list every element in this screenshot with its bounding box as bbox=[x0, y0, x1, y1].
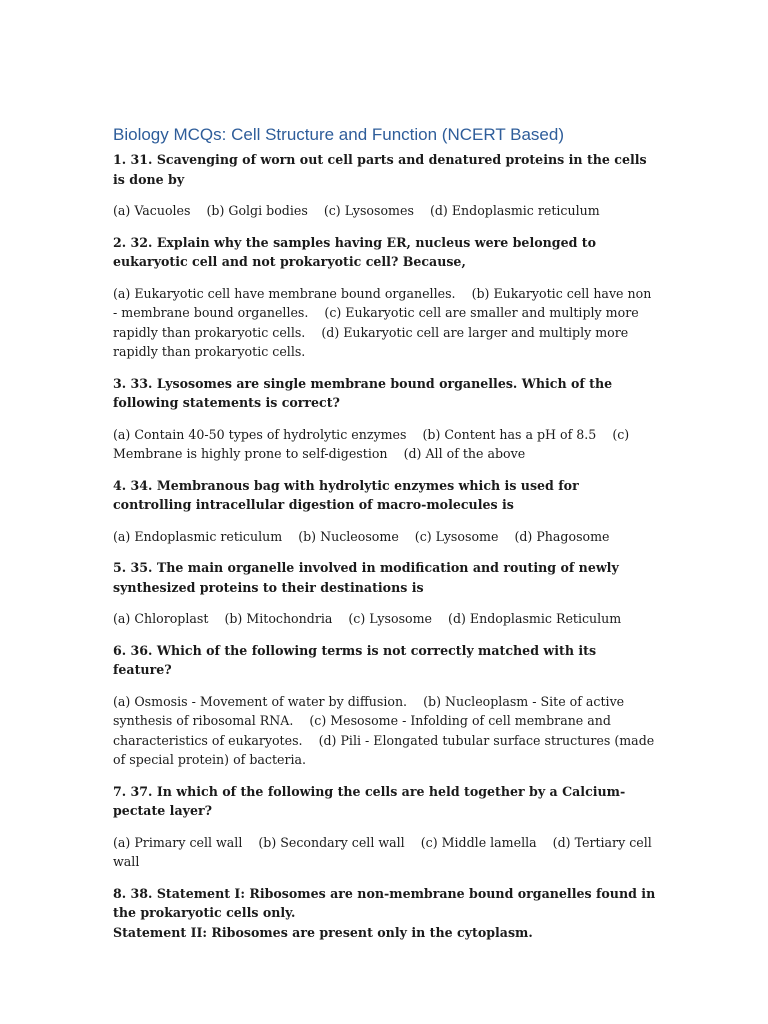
option-4d: (d) Phagosome bbox=[514, 528, 610, 544]
question-3: 3. 33. Lysosomes are single membrane bound organelles. Which of the following statements is correct? bbox=[113, 375, 613, 410]
option-7b: (b) Secondary cell wall bbox=[258, 834, 405, 850]
question-2: 2. 32. Explain why the samples having ER, nucleus were belonged to eukaryotic cell and not prokaryotic cell? Because, bbox=[113, 234, 597, 269]
option-6b: (b) Nucleoplasm - Site of active synthesis of ribosomal RNA. bbox=[113, 693, 629, 728]
question-8-statement-2: Statement II: Ribosomes are present only in the cytoplasm. bbox=[113, 924, 533, 940]
option-3d: (d) All of the above bbox=[403, 446, 526, 461]
question-7: 7. 37. In which of the following the cells are held together by a Calcium-pectate layer? bbox=[113, 783, 626, 818]
option-5b: (b) Mitochondria bbox=[224, 611, 333, 626]
question-1: 1. 31. Scavenging of worn out cell parts and denatured proteins in the cells is done by bbox=[113, 152, 647, 187]
option-4a: (a) Endoplasmic reticulum bbox=[113, 528, 283, 544]
question-5: 5. 35. The main organelle involved in modification and routing of newly synthesized proteins to their destinations is bbox=[113, 560, 619, 595]
option-3a: (a) Contain 40-50 types of hydrolytic enzymes bbox=[113, 426, 407, 442]
question-8 bbox=[113, 884, 658, 943]
document-title: Biology MCQs: Cell Structure and Function (NCERT Based) bbox=[113, 125, 564, 144]
option-6a: (a) Osmosis - Movement of water by diffusion. bbox=[113, 693, 408, 709]
options-2 bbox=[113, 284, 658, 362]
option-7d: (d) Tertiary cell wall bbox=[113, 834, 656, 869]
option-1b: (b) Golgi bodies bbox=[206, 203, 308, 218]
option-2b: (b) Eukaryotic cell have non - membrane bound organelles. bbox=[113, 285, 656, 320]
options-1 bbox=[113, 201, 658, 221]
options-4 bbox=[113, 527, 658, 547]
options-5 bbox=[113, 609, 658, 629]
option-6c: (c) Mesosome - Infolding of cell membrane and characteristics of eukaryotes. bbox=[113, 713, 615, 748]
option-1c: (c) Lysosomes bbox=[323, 203, 414, 218]
option-4c: (c) Lysosome bbox=[414, 528, 499, 544]
option-4b: (b) Nucleosome bbox=[298, 528, 399, 544]
options-3 bbox=[113, 425, 658, 464]
option-3b: (b) Content has a pH of 8.5 bbox=[422, 426, 597, 442]
option-2c: (c) Eukaryotic cell are smaller and multiply more rapidly than prokaryotic cells. bbox=[113, 305, 643, 340]
option-5d: (d) Endoplasmic Reticulum bbox=[448, 611, 622, 626]
options-6 bbox=[113, 692, 658, 770]
document-page bbox=[113, 124, 658, 954]
option-2a: (a) Eukaryotic cell have membrane bound organelles. bbox=[113, 285, 456, 301]
option-7c: (c) Middle lamella bbox=[420, 834, 537, 850]
option-1a: (a) Vacuoles bbox=[113, 203, 191, 218]
option-3c: (c) Membrane is highly prone to self-digestion bbox=[113, 426, 634, 461]
question-4: 4. 34. Membranous bag with hydrolytic enzymes which is used for controlling intracellular digestion of macro-molecules is bbox=[113, 477, 579, 512]
options-7 bbox=[113, 833, 658, 872]
question-6: 6. 36. Which of the following terms is not correctly matched with its feature? bbox=[113, 642, 597, 677]
option-5a: (a) Chloroplast bbox=[113, 611, 209, 626]
option-7a: (a) Primary cell wall bbox=[113, 834, 243, 850]
question-8-statement-1: 8. 38. Statement I: Ribosomes are non-membrane bound organelles found in the prokaryotic cells only. bbox=[113, 885, 656, 920]
option-2d: (d) Eukaryotic cell are larger and multiply more rapidly than prokaryotic cells. bbox=[113, 324, 633, 359]
option-5c: (c) Lysosome bbox=[348, 611, 433, 626]
option-6d: (d) Pili - Elongated tubular surface structures (made of special protein) of bacteria. bbox=[113, 732, 659, 767]
option-1d: (d) Endoplasmic reticulum bbox=[429, 203, 600, 218]
